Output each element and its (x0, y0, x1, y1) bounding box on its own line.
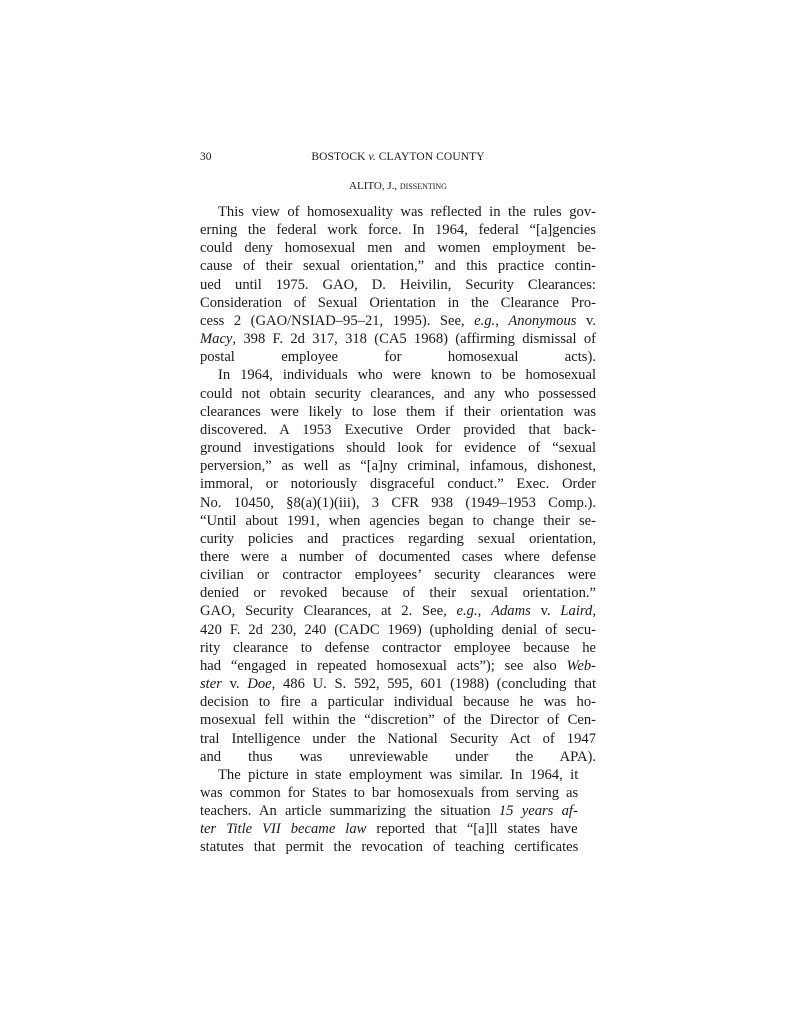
text-line: cause of their sexual orientation,” and this practice contin- (200, 258, 596, 275)
text-line: mosexual fell within the “discretion” of the Director of Cen- (200, 712, 596, 729)
text-line: teachers. An article summarizing the situation 15 years af- (200, 803, 578, 820)
text-line: This view of homosexuality was reflected in the rules gov- (218, 204, 596, 220)
text-line: 420 F. 2d 230, 240 (CADC 1969) (upholding denial of secu- (200, 621, 596, 638)
text-line: ter Title VII became law reported that “[a]ll states have (200, 821, 578, 838)
text-line: ground investigations should look for evidence of “sexual (200, 440, 596, 457)
text-line: could not obtain security clearances, and any who possessed (200, 385, 596, 402)
text-line: ued until 1975. GAO, D. Heivilin, Security Clearances: (200, 276, 596, 293)
text-line: perversion,” as well as “[a]ny criminal, infamous, dishonest, (200, 458, 596, 475)
text-line: erning the federal work force. In 1964, federal “[a]gencies (200, 222, 596, 239)
text-line: postal employee for homosexual acts). (200, 349, 596, 366)
text-line: “Until about 1991, when agencies began to change their se- (200, 512, 596, 529)
text-line: decision to fire a particular individual because he was ho- (200, 694, 596, 711)
text-line: GAO, Security Clearances, at 2. See, e.g., Adams v. Laird, (200, 603, 596, 620)
text-line: Macy, 398 F. 2d 317, 318 (CA5 1968) (affirming dismissal of (200, 331, 596, 348)
paragraph-state-employment (200, 766, 596, 857)
text-line: could deny homosexual men and women employment be- (200, 240, 596, 257)
text-line: ster v. Doe, 486 U. S. 592, 595, 601 (1988) (concluding that (200, 676, 596, 693)
paragraph-work-force (200, 203, 596, 366)
case-name: BOSTOCK v. CLAYTON COUNTY (311, 151, 485, 163)
text-line: was common for States to bar homosexuals from serving as (200, 785, 579, 801)
text-line: there were a number of documented cases where defense (200, 548, 596, 565)
text-line: Consideration of Sexual Orientation in the Clearance Pro- (200, 294, 596, 311)
text-line: civilian or contractor employees’ security clearances were (200, 567, 596, 584)
text-line: denied or revoked because of their sexual orientation.” (200, 585, 596, 602)
text-line: The picture in state employment was similar. In 1964, it (218, 766, 579, 783)
opinion-body (200, 203, 596, 857)
text-line: discovered. A 1953 Executive Order provided that back- (200, 421, 596, 438)
text-line: No. 10450, §8(a)(1)(iii), 3 CFR 938 (1949–1953 Comp.). (200, 494, 596, 511)
page-number: 30 (200, 151, 212, 163)
paragraph-security-clearances (200, 366, 596, 765)
text-line: In 1964, individuals who were known to be homosexual (218, 367, 596, 384)
author-line: ALITO, J., dissenting (349, 180, 447, 192)
text-line: statutes that permit the revocation of teaching certificates (200, 839, 579, 856)
text-line: cess 2 (GAO/NSIAD–95–21, 1995). See, e.g., Anonymous v. (200, 312, 596, 329)
text-line: and thus was unreviewable under the APA). (200, 748, 596, 765)
text-line: rity clearance to defense contractor employee because he (200, 639, 596, 656)
text-line: immoral, or notoriously disgraceful conduct.” Exec. Order (200, 476, 596, 493)
text-line: had “engaged in repeated homosexual acts”); see also Web- (200, 657, 596, 674)
text-line: clearances were likely to lose them if their orientation was (200, 403, 596, 420)
text-line: tral Intelligence under the National Security Act of 1947 (200, 730, 596, 747)
running-head (200, 149, 596, 165)
text-line: curity policies and practices regarding sexual orientation, (200, 530, 596, 547)
